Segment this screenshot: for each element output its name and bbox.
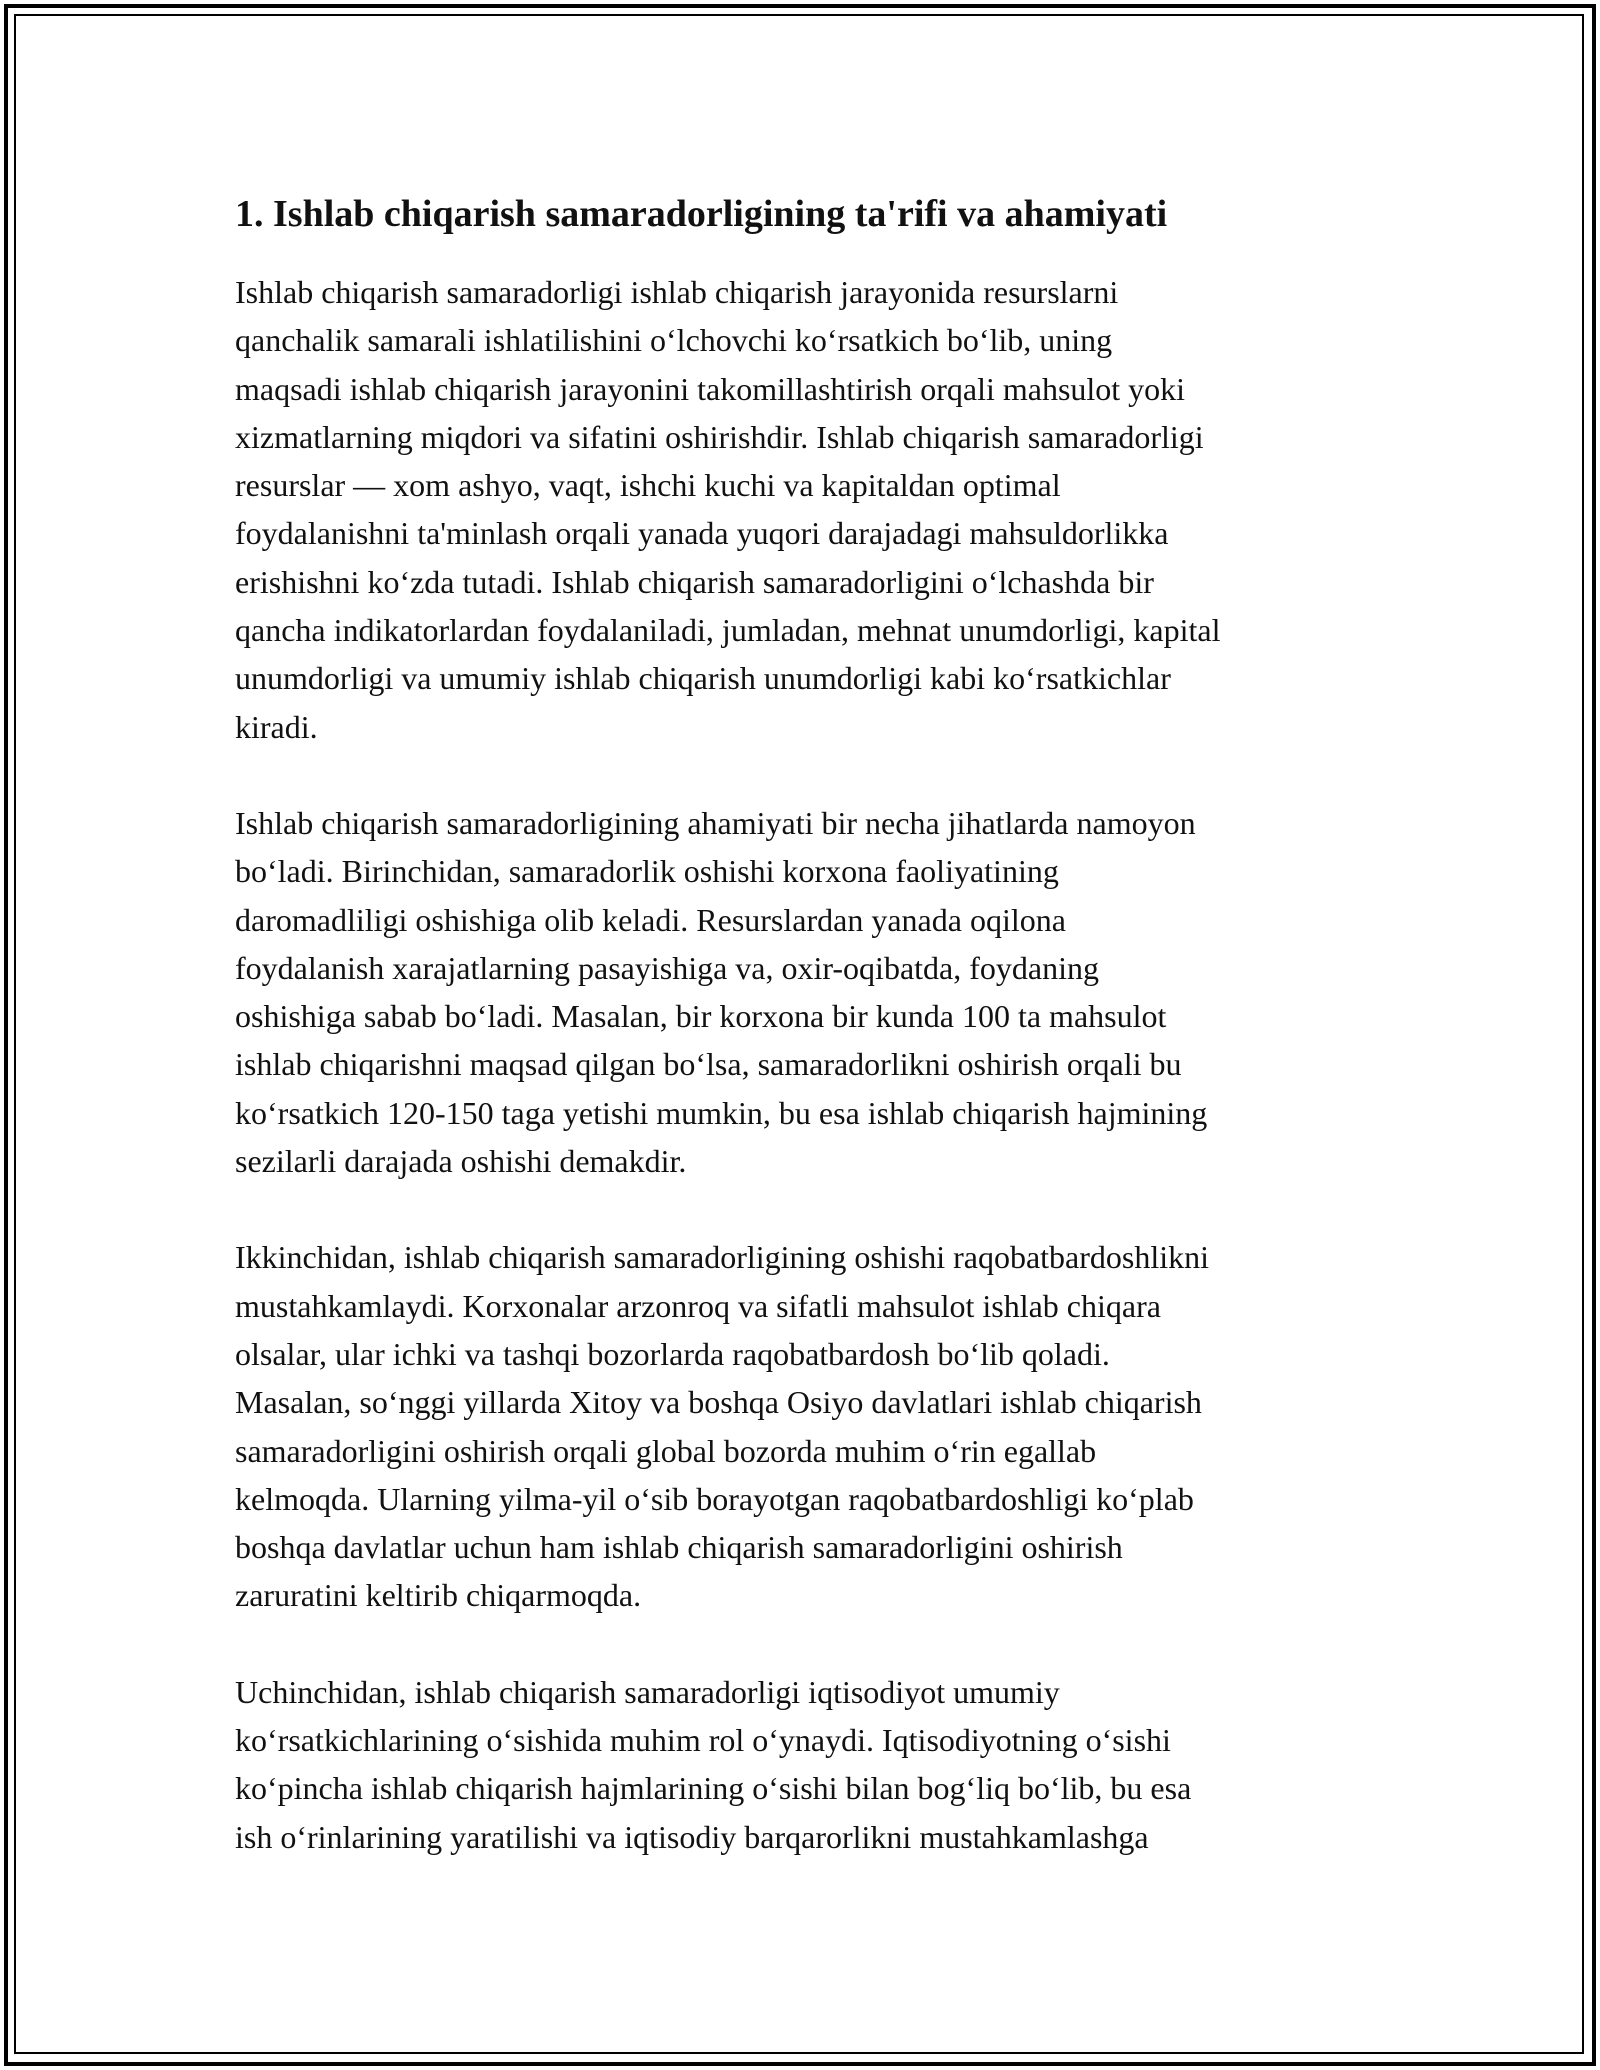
paragraph-line: Masalan, so‘nggi yillarda Xitoy va boshqa Osiyo davlatlari ishlab chiqarish bbox=[235, 1384, 1202, 1421]
paragraph-line: Ikkinchidan, ishlab chiqarish samaradorligining oshishi raqobatbardoshlikni bbox=[235, 1239, 1210, 1276]
paragraph-line: xizmatlarning miqdori va sifatini oshirishdir. Ishlab chiqarish samaradorligi bbox=[235, 418, 1204, 455]
paragraph-line: foydalanish xarajatlarning pasayishiga va, oxir-oqibatda, foydaning bbox=[235, 949, 1099, 986]
paragraph-line: mustahkamlaydi. Korxonalar arzonroq va sifatli mahsulot ishlab chiqara bbox=[235, 1287, 1161, 1324]
paragraph-list bbox=[235, 268, 1375, 1861]
paragraph-line: ish o‘rinlarining yaratilishi va iqtisodiy barqarorlikni mustahkamlashga bbox=[235, 1818, 1149, 1855]
paragraph-line: maqsadi ishlab chiqarish jarayonini takomillashtirish orqali mahsulot yoki bbox=[235, 370, 1186, 407]
paragraph-line: kiradi. bbox=[235, 708, 318, 745]
paragraph-line: Ishlab chiqarish samaradorligining ahamiyati bir necha jihatlarda namoyon bbox=[235, 804, 1196, 841]
paragraph-line: daromadliligi oshishiga olib keladi. Resurslardan yanada oqilona bbox=[235, 901, 1066, 938]
paragraph-line: erishishni ko‘zda tutadi. Ishlab chiqarish samaradorligini o‘lchashda bir bbox=[235, 563, 1154, 600]
paragraph-line: qanchalik samarali ishlatilishini o‘lchovchi ko‘rsatkich bo‘lib, uning bbox=[235, 322, 1113, 359]
paragraph-line: qancha indikatorlardan foydalaniladi, jumladan, mehnat unumdorligi, kapital bbox=[235, 612, 1221, 649]
section-heading: 1. Ishlab chiqarish samaradorligining ta'rifi va ahamiyati bbox=[235, 193, 1168, 235]
paragraph-line: ko‘pincha ishlab chiqarish hajmlarining o‘sishi bilan bog‘liq bo‘lib, bu esa bbox=[235, 1770, 1192, 1807]
paragraph-line: olsalar, ular ichki va tashqi bozorlarda raqobatbardosh bo‘lib qoladi. bbox=[235, 1335, 1110, 1372]
paragraph-line: sezilarli darajada oshishi demakdir. bbox=[235, 1143, 687, 1180]
paragraph-line: resurslar — xom ashyo, vaqt, ishchi kuchi va kapitaldan optimal bbox=[235, 467, 1061, 504]
paragraph-line: Ishlab chiqarish samaradorligi ishlab chiqarish jarayonida resurslarni bbox=[235, 274, 1119, 310]
paragraph-line: Uchinchidan, ishlab chiqarish samaradorligi iqtisodiyot umumiy bbox=[235, 1673, 1060, 1710]
paragraph-line: bo‘ladi. Birinchidan, samaradorlik oshishi korxona faoliyatining bbox=[235, 853, 1059, 890]
paragraph-line: foydalanishni ta'minlash orqali yanada yuqori darajadagi mahsuldorlikka bbox=[235, 515, 1169, 552]
paragraph-line: ishlab chiqarishni maqsad qilgan bo‘lsa, samaradorlikni oshirish orqali bu bbox=[235, 1046, 1182, 1083]
paragraph bbox=[235, 1233, 1375, 1619]
paragraph bbox=[235, 1668, 1375, 1861]
paragraph-line: boshqa davlatlar uchun ham ishlab chiqarish samaradorligini oshirish bbox=[235, 1529, 1123, 1566]
paragraph-line: unumdorligi va umumiy ishlab chiqarish unumdorligi kabi ko‘rsatkichlar bbox=[235, 660, 1171, 697]
paragraph bbox=[235, 268, 1375, 751]
paragraph-line: oshishiga sabab bo‘ladi. Masalan, bir korxona bir kunda 100 ta mahsulot bbox=[235, 998, 1167, 1035]
paragraph-line: kelmoqda. Ularning yilma-yil o‘sib borayotgan raqobatbardoshligi ko‘plab bbox=[235, 1480, 1194, 1517]
paragraph-line: ko‘rsatkichlarining o‘sishida muhim rol o‘ynaydi. Iqtisodiyotning o‘sishi bbox=[235, 1722, 1171, 1759]
document-body bbox=[235, 182, 1375, 1909]
paragraph-line: samaradorligini oshirish orqali global bozorda muhim o‘rin egallab bbox=[235, 1432, 1097, 1469]
paragraph bbox=[235, 799, 1375, 1185]
paragraph-line: zaruratini keltirib chiqarmoqda. bbox=[235, 1577, 642, 1614]
paragraph-line: ko‘rsatkich 120-150 taga yetishi mumkin, bu esa ishlab chiqarish hajmining bbox=[235, 1094, 1208, 1131]
